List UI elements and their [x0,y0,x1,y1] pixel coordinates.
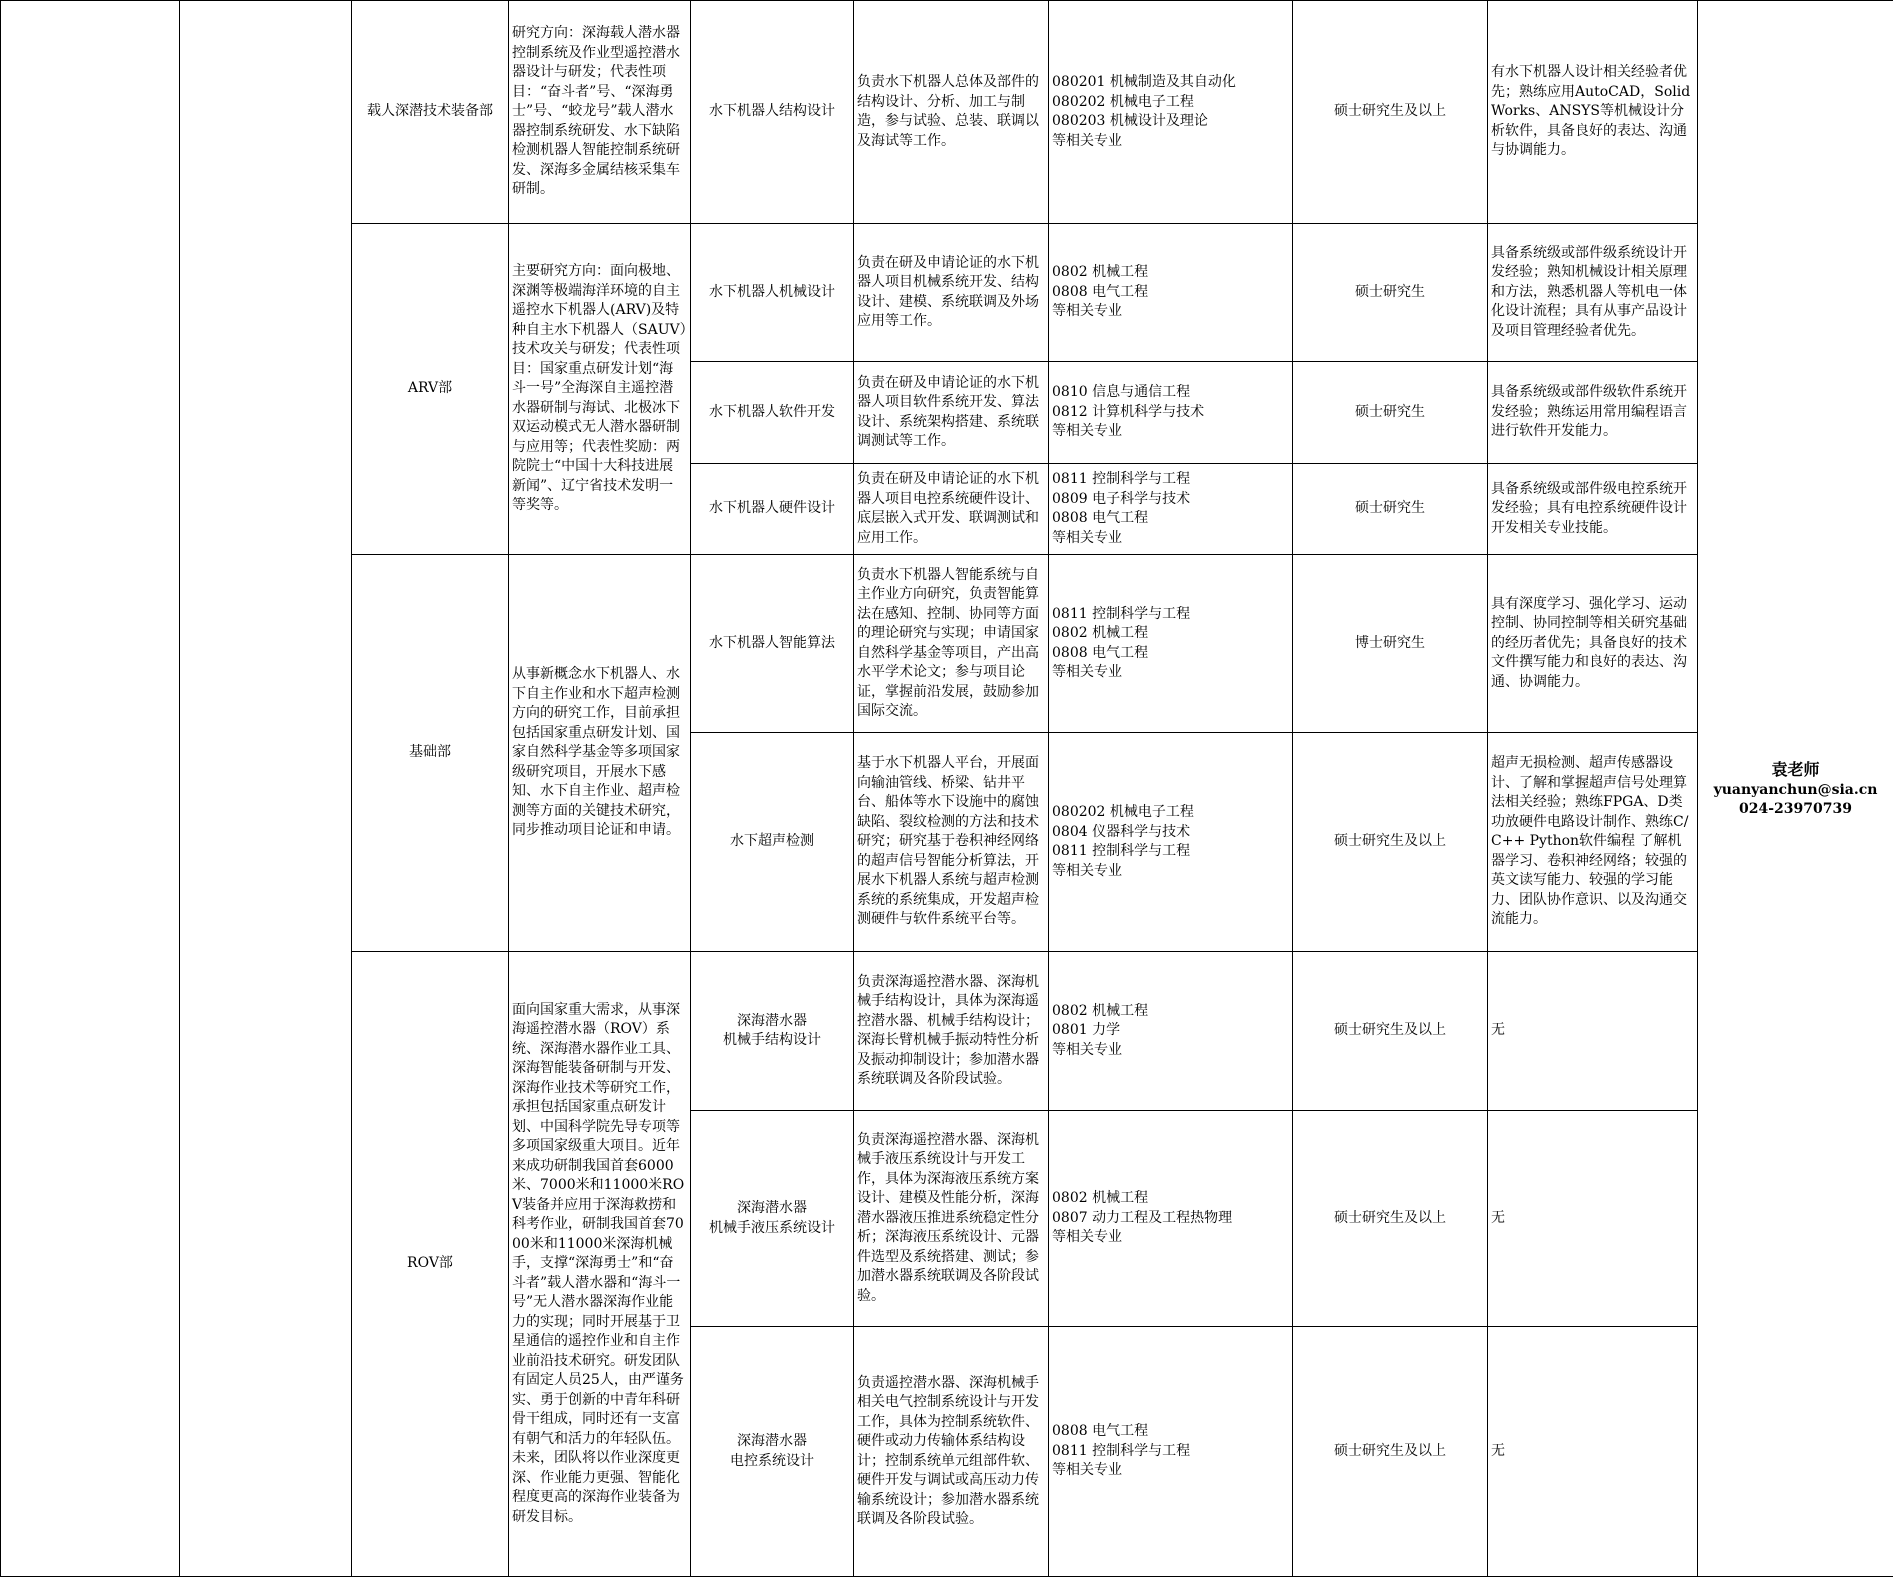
major-line: 等相关专业 [1052,529,1289,549]
department-cell: ROV部 [352,952,509,1577]
major-line: 0811 控制科学与工程 [1052,605,1289,625]
major-line: 080202 机械电子工程 [1052,803,1289,823]
department-description-cell: 主要研究方向：面向极地、深渊等极端海洋环境的自主遥控水下机器人(ARV)及特种自主水下机器人（SAUV）技术攻关与研发；代表性项目：国家重点研发计划“海斗一号”全海深自主遥控潜水器研制与海试、北极冰下双运动模式无人潜水器研制与应用等；代表性奖励：两院院士“中国十大科技进展新闻”、辽宁省技术发明一等奖等。 [509,224,691,555]
position-cell: 水下超声检测 [691,733,854,952]
degree-cell: 硕士研究生 [1293,464,1488,555]
major-line: 080201 机械制造及其自动化 [1052,73,1289,93]
degree-cell: 硕士研究生及以上 [1293,1327,1488,1577]
degree-cell: 硕士研究生 [1293,224,1488,362]
degree-cell: 硕士研究生及以上 [1293,1111,1488,1327]
major-line: 0810 信息与通信工程 [1052,383,1289,403]
position-line: 电控系统设计 [694,1452,850,1472]
major-line: 等相关专业 [1052,302,1289,322]
requirements-cell: 具有深度学习、强化学习、运动控制、协同控制等相关研究基础的经历者优先；具备良好的技术文件撰写能力和良好的表达、沟通、协调能力。 [1488,555,1698,733]
degree-cell: 硕士研究生及以上 [1293,733,1488,952]
major-line: 080202 机械电子工程 [1052,93,1289,113]
duties-cell: 负责深海遥控潜水器、深海机械手液压系统设计与开发工作，具体为深海液压系统方案设计、建模及性能分析，深海潜水器液压推进系统稳定性分析；深海液压系统设计、元器件选型及系统搭建、测试；参加潜水器系统联调及各阶段试验。 [854,1111,1049,1327]
major-line: 0808 电气工程 [1052,283,1289,303]
position-cell: 水下机器人机械设计 [691,224,854,362]
major-line: 0802 机械工程 [1052,1189,1289,1209]
position-line: 机械手液压系统设计 [694,1219,850,1239]
major-line: 等相关专业 [1052,663,1289,683]
position-line: 深海潜水器 [694,1199,850,1219]
major-line: 0802 机械工程 [1052,263,1289,283]
position-line: 深海潜水器 [694,1432,850,1452]
requirements-cell: 无 [1488,952,1698,1111]
department-description-cell: 从事新概念水下机器人、水下自主作业和水下超声检测方向的研究工作，目前承担包括国家重点研发计划、国家自然科学基金等多项国家级研究项目，开展水下感知、水下自主作业、超声检测等方面的关键技术研究，同步推动项目论证和申请。 [509,555,691,952]
duties-cell: 负责水下机器人智能系统与自主作业方向研究，负责智能算法在感知、控制、协同等方面的理论研究与实现；申请国家自然科学基金等项目，产出高水平学术论文；参与项目论证，掌握前沿发展，鼓励参加国际交流。 [854,555,1049,733]
requirements-cell: 具备系统级或部件级电控系统开发经验；具有电控系统硬件设计开发相关专业技能。 [1488,464,1698,555]
major-line: 0811 控制科学与工程 [1052,1442,1289,1462]
position-line: 深海潜水器 [694,1012,850,1032]
department-description-cell: 研究方向：深海载人潜水器控制系统及作业型遥控潜水器设计与研发；代表性项目：“奋斗者”号、“深海勇士”号、“蛟龙号”载人潜水器控制系统研发、水下缺陷检测机器人智能控制系统研发、深海多金属结核采集车研制。 [509,1,691,224]
blank-column-1 [1,1,180,1577]
position-cell: 水下机器人结构设计 [691,1,854,224]
requirements-cell: 超声无损检测、超声传感器设计、了解和掌握超声信号处理算法相关经验；熟练FPGA、D类功放硬件电路设计制作、熟练C/C++ Python软件编程 了解机器学习、卷积神经网络；较强的英文读写能力、较强的学习能力、团队协作意识、以及沟通交流能力。 [1488,733,1698,952]
contact-name: 袁老师 [1701,759,1890,781]
major-line: 0802 机械工程 [1052,1002,1289,1022]
majors-cell [1049,464,1293,555]
major-line: 0802 机械工程 [1052,624,1289,644]
department-cell: 载人深潜技术装备部 [352,1,509,224]
duties-cell: 负责水下机器人总体及部件的结构设计、分析、加工与制造，参与试验、总装、联调以及海试等工作。 [854,1,1049,224]
department-cell: 基础部 [352,555,509,952]
position-cell: 水下机器人软件开发 [691,362,854,464]
major-line: 等相关专业 [1052,862,1289,882]
department-cell: ARV部 [352,224,509,555]
contact-cell [1698,1,1893,1577]
table-row [1,1,1893,224]
major-line: 080203 机械设计及理论 [1052,112,1289,132]
major-line: 等相关专业 [1052,1461,1289,1481]
duties-cell: 基于水下机器人平台，开展面向输油管线、桥梁、钻井平台、船体等水下设施中的腐蚀缺陷、裂纹检测的方法和技术研究；研究基于卷积神经网络的超声信号智能分析算法，开展水下机器人系统与超声检测系统的系统集成，开发超声检测硬件与软件系统平台等。 [854,733,1049,952]
duties-cell: 负责遥控潜水器、深海机械手相关电气控制系统设计与开发工作，具体为控制系统软件、硬件或动力传输体系结构设计；控制系统单元组部件软、硬件开发与调试或高压动力传输系统设计；参加潜水器系统联调及各阶段试验。 [854,1327,1049,1577]
major-line: 0809 电子科学与技术 [1052,490,1289,510]
contact-phone: 024-23970739 [1701,800,1890,819]
majors-cell [1049,555,1293,733]
duties-cell: 负责在研及申请论证的水下机器人项目电控系统硬件设计、底层嵌入式开发、联调测试和应用工作。 [854,464,1049,555]
department-description-cell: 面向国家重大需求，从事深海遥控潜水器（ROV）系统、深海潜水器作业工具、深海智能装备研制与开发、深海作业技术等研究工作，承担包括国家重点研发计划、中国科学院先导专项等多项国家级重大项目。近年来成功研制我国首套6000米、7000米和11000米ROV装备并应用于深海救捞和科考作业，研制我国首套7000米和11000米深海机械手，支撑“深海勇士”和“奋斗者”载人潜水器和“海斗一号”无人潜水器深海作业能力的实现；同时开展基于卫星通信的遥控作业和自主作业前沿技术研究。研发团队有固定人员25人，由严谨务实、勇于创新的中青年科研骨干组成，同时还有一支富有朝气和活力的年轻队伍。未来，团队将以作业深度更深、作业能力更强、智能化程度更高的深海作业装备为研发目标。 [509,952,691,1577]
position-cell [691,1327,854,1577]
major-line: 0808 电气工程 [1052,1422,1289,1442]
major-line: 等相关专业 [1052,422,1289,442]
duties-cell: 负责在研及申请论证的水下机器人项目机械系统开发、结构设计、建模、系统联调及外场应用等工作。 [854,224,1049,362]
degree-cell: 硕士研究生及以上 [1293,952,1488,1111]
major-line: 0808 电气工程 [1052,509,1289,529]
major-line: 等相关专业 [1052,132,1289,152]
position-line: 机械手结构设计 [694,1031,850,1051]
major-line: 0811 控制科学与工程 [1052,470,1289,490]
requirements-cell: 具备系统级或部件级系统设计开发经验；熟知机械设计相关原理和方法，熟悉机器人等机电一体化设计流程；具有从事产品设计及项目管理经验者优先。 [1488,224,1698,362]
majors-cell [1049,362,1293,464]
requirements-cell: 无 [1488,1111,1698,1327]
majors-cell [1049,1,1293,224]
major-line: 0808 电气工程 [1052,644,1289,664]
major-line: 0804 仪器科学与技术 [1052,823,1289,843]
position-cell [691,952,854,1111]
requirements-cell: 具备系统级或部件级软件系统开发经验；熟练运用常用编程语言进行软件开发能力。 [1488,362,1698,464]
majors-cell [1049,733,1293,952]
degree-cell: 硕士研究生 [1293,362,1488,464]
major-line: 等相关专业 [1052,1228,1289,1248]
majors-cell [1049,952,1293,1111]
contact-email[interactable]: yuanyanchun@sia.cn [1701,781,1890,800]
degree-cell: 博士研究生 [1293,555,1488,733]
majors-cell [1049,1111,1293,1327]
position-cell [691,1111,854,1327]
blank-column-2 [180,1,352,1577]
major-line: 0812 计算机科学与技术 [1052,403,1289,423]
major-line: 0811 控制科学与工程 [1052,842,1289,862]
majors-cell [1049,1327,1293,1577]
degree-cell: 硕士研究生及以上 [1293,1,1488,224]
duties-cell: 负责在研及申请论证的水下机器人项目软件系统开发、算法设计、系统架构搭建、系统联调测试等工作。 [854,362,1049,464]
position-cell: 水下机器人硬件设计 [691,464,854,555]
requirements-cell: 无 [1488,1327,1698,1577]
requirements-cell: 有水下机器人设计相关经验者优先；熟练应用AutoCAD，SolidWorks、ANSYS等机械设计分析软件，具备良好的表达、沟通与协调能力。 [1488,1,1698,224]
major-line: 0807 动力工程及工程热物理 [1052,1209,1289,1229]
duties-cell: 负责深海遥控潜水器、深海机械手结构设计，具体为深海遥控潜水器、机械手结构设计；深海长臂机械手振动特性分析及振动抑制设计；参加潜水器系统联调及各阶段试验。 [854,952,1049,1111]
majors-cell [1049,224,1293,362]
major-line: 等相关专业 [1052,1041,1289,1061]
major-line: 0801 力学 [1052,1021,1289,1041]
position-cell: 水下机器人智能算法 [691,555,854,733]
